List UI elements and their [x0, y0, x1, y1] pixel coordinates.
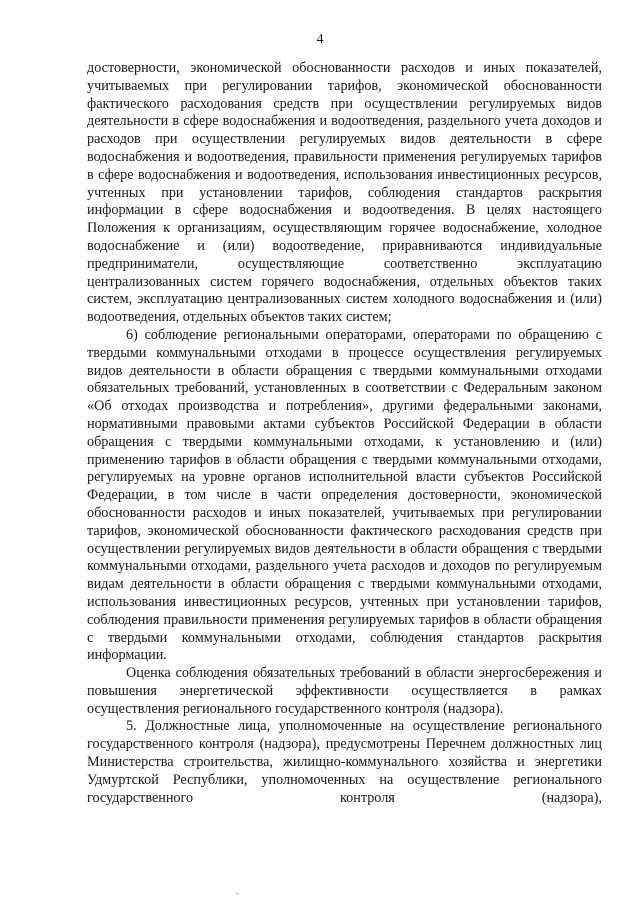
- paragraph-item-5: 5. Должностные лица, уполномоченные на осуществление регионального государственного контроля (надзора), предусмотрены Перечнем должностных лиц Министерства строительства, жилищно-коммунального хозяйства и энергетики Удмуртской Республики, уполномоченных на осуществление регионального государственного контроля (надзора),: [87, 718, 602, 806]
- document-body: [87, 60, 602, 807]
- paragraph-continuation: достоверности, экономической обоснованности расходов и иных показателей, учитываемых при регулировании тарифов, экономической обоснованности фактического расходования средств при осуществлении регулируемых видов деятельности в сфере водоснабжения и водоотведения, раздельного учета доходов и расходов при осуществлении регулируемых видов деятельности в сфере водоснабжения и водоотведения, правильности применения регулируемых тарифов в сфере водоснабжения и водоотведения, использования инвестиционных ресурсов, учтенных при установлении тарифов, соблюдения стандартов раскрытия информации в сфере водоснабжения и водоотведения. В целях настоящего Положения к организациям, осуществляющим горячее водоснабжение, холодное водоснабжение и (или) водоотведение, приравниваются индивидуальные предприниматели, осуществляющие соответственно эксплуатацию централизованных систем горячего водоснабжения, отдельных объектов таких систем, эксплуатацию централизованных систем холодного водоснабжения и (или) водоотведения, отдельных объектов таких систем;: [87, 60, 602, 326]
- paragraph-item-6: 6) соблюдение региональными операторами, операторами по обращению с твердыми коммунальными отходами в процессе осуществления регулируемых видов деятельности в области обращения с твердыми коммунальными отходами обязательных требований, установленных в соответствии с Федеральным законом «Об отходах производства и потребления», другими федеральными законами, нормативными правовыми актами субъектов Российской Федерации в области обращения с твердыми коммунальными отходами, к установлению и (или) применению тарифов в области обращения с твердыми коммунальными отходами, регулируемых на уровне органов исполнительной власти субъектов Российской Федерации, в том числе в части определения достоверности, экономической обоснованности расходов и иных показателей, учитываемых при регулировании тарифов, экономической обоснованности фактического расходования средств при осуществлении регулируемых видов деятельности в области обращения с твердыми коммунальными отходами, раздельного учета расходов и доходов по регулируемым видам деятельности в области обращения с твердыми коммунальными отходами, использования инвестиционных ресурсов, учтенных при установлении тарифов, соблюдения правильности применения регулируемых тарифов в области обращения с твердыми коммунальными отходами, соблюдения стандартов раскрытия информации.: [87, 326, 602, 664]
- page-number: 4: [316, 32, 324, 47]
- scan-speck: [236, 893, 238, 894]
- paragraph-energy-efficiency: Оценка соблюдения обязательных требований в области энергосбережения и повышения энергетической эффективности осуществляется в рамках осуществления регионального государственного контроля (надзора).: [87, 665, 602, 717]
